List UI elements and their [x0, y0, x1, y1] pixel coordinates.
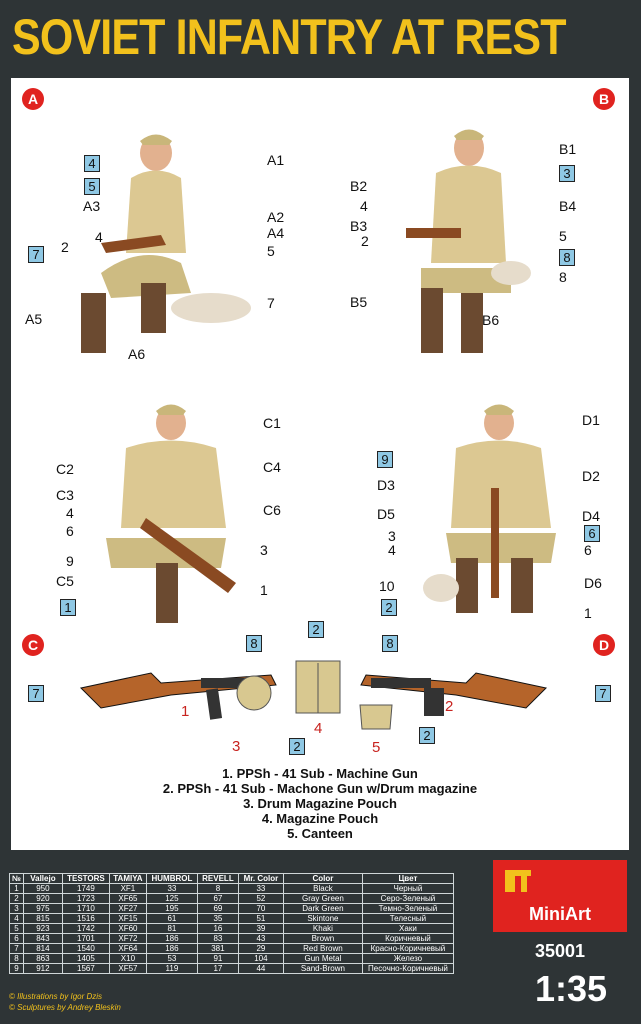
table-cell: 381: [197, 944, 238, 954]
column-header: REVELL: [197, 874, 238, 884]
table-cell: 29: [238, 944, 283, 954]
table-cell: Красно-Коричневый: [362, 944, 453, 954]
table-cell: 61: [146, 914, 197, 924]
callout-label: 10: [379, 578, 395, 594]
table-cell: Black: [283, 884, 362, 894]
part-number: 3: [232, 738, 241, 755]
table-cell: 51: [238, 914, 283, 924]
table-cell: 3: [10, 904, 24, 914]
figure-c-illustration: [96, 398, 256, 638]
callout-label: 3: [388, 528, 396, 544]
table-cell: 186: [146, 934, 197, 944]
table-cell: 912: [23, 964, 62, 974]
callout-label: A1: [267, 152, 285, 168]
figure-d-illustration: [411, 398, 571, 628]
table-cell: 83: [197, 934, 238, 944]
table-cell: 2: [10, 894, 24, 904]
table-cell: 814: [23, 944, 62, 954]
callout-label: 2: [361, 233, 369, 249]
figure-a-illustration: [41, 123, 271, 363]
table-cell: X10: [109, 954, 146, 964]
part-number: 5: [372, 739, 381, 756]
table-cell: Red Brown: [283, 944, 362, 954]
callout-label: D6: [584, 575, 602, 591]
table-cell: 119: [146, 964, 197, 974]
table-cell: 843: [23, 934, 62, 944]
callout-label: 5: [267, 243, 275, 259]
column-header: HUMBROL: [146, 874, 197, 884]
column-header: Color: [283, 874, 362, 884]
legend-item: 3. Drum Magazine Pouch: [243, 796, 397, 811]
table-cell: XF15: [109, 914, 146, 924]
table-cell: 1723: [62, 894, 109, 904]
table-cell: 7: [10, 944, 24, 954]
table-cell: 39: [238, 924, 283, 934]
paint-color-table: [9, 873, 454, 974]
callout-label: 9: [66, 553, 74, 569]
callout-label: B1: [559, 141, 577, 157]
table-cell: XF65: [109, 894, 146, 904]
table-cell: 195: [146, 904, 197, 914]
callout-label: 6: [66, 523, 74, 539]
table-cell: Skintone: [283, 914, 362, 924]
callout-label: 2: [61, 239, 69, 255]
column-header: №: [10, 874, 24, 884]
product-code: 35001: [535, 941, 586, 961]
callout-label: C6: [263, 502, 281, 518]
callout-label: B4: [559, 198, 577, 214]
callout-label: A2: [267, 209, 285, 225]
table-cell: 1: [10, 884, 24, 894]
callout-label: 4: [95, 229, 103, 245]
table-cell: 1540: [62, 944, 109, 954]
table-cell: 1405: [62, 954, 109, 964]
callout-box: 7: [28, 246, 44, 263]
table-cell: 104: [238, 954, 283, 964]
table-cell: 33: [146, 884, 197, 894]
table-cell: 70: [238, 904, 283, 914]
callout-box: 1: [60, 599, 76, 616]
table-row: [10, 954, 454, 964]
callout-box: 4: [84, 155, 100, 172]
table-cell: Темно-Зеленый: [362, 904, 453, 914]
table-cell: Khaki: [283, 924, 362, 934]
callout-label: 3: [260, 542, 268, 558]
figure-b-marker: B: [593, 88, 615, 110]
column-header: Vallejo: [23, 874, 62, 884]
sculpture-credit: © Sculptures by Andrey Bleskin: [9, 1003, 121, 1012]
table-cell: 6: [10, 934, 24, 944]
callout-label: 1: [584, 605, 592, 621]
table-cell: Телесный: [362, 914, 453, 924]
legend-item: 5. Canteen: [287, 826, 353, 841]
callout-box: 2: [308, 621, 324, 638]
table-cell: Gray Green: [283, 894, 362, 904]
table-cell: 1516: [62, 914, 109, 924]
table-cell: Черный: [362, 884, 453, 894]
table-cell: 67: [197, 894, 238, 904]
part-number: 4: [314, 720, 323, 737]
table-cell: 69: [197, 904, 238, 914]
column-header: Цвет: [362, 874, 453, 884]
table-row: [10, 904, 454, 914]
table-cell: 975: [23, 904, 62, 914]
callout-box: 3: [559, 165, 575, 182]
table-cell: Песочно-Коричневый: [362, 964, 453, 974]
legend-item: 2. PPSh - 41 Sub - Machone Gun w/Drum magazine: [162, 781, 478, 796]
brand-name: MiniArt: [529, 904, 591, 924]
table-cell: 52: [238, 894, 283, 904]
table-cell: 91: [197, 954, 238, 964]
table-cell: 1567: [62, 964, 109, 974]
table-cell: 17: [197, 964, 238, 974]
callout-label: A3: [83, 198, 101, 214]
table-cell: Sand-Brown: [283, 964, 362, 974]
legend-item: 4. Magazine Pouch: [261, 811, 379, 826]
callout-box: 2: [419, 727, 435, 744]
miniart-logo-mark: [493, 860, 627, 908]
callout-box: 9: [377, 451, 393, 468]
callout-box: 8: [246, 635, 262, 652]
miniart-logo: [493, 860, 627, 932]
table-cell: 44: [238, 964, 283, 974]
table-cell: 53: [146, 954, 197, 964]
table-header-row: [10, 874, 454, 884]
table-row: [10, 924, 454, 934]
page-title: SOVIET INFANTRY AT REST: [12, 9, 566, 65]
table-row: [10, 894, 454, 904]
table-row: [10, 884, 454, 894]
callout-label: 1: [260, 582, 268, 598]
callout-label: B2: [350, 178, 368, 194]
model-scale: 1:35: [535, 968, 608, 1009]
part-number: 1: [181, 703, 190, 720]
table-cell: 4: [10, 914, 24, 924]
table-cell: Dark Green: [283, 904, 362, 914]
callout-label: 6: [584, 542, 592, 558]
column-header: TAMIYA: [109, 874, 146, 884]
callout-box: 6: [584, 525, 600, 542]
table-cell: 950: [23, 884, 62, 894]
table-cell: XF27: [109, 904, 146, 914]
table-cell: Коричневый: [362, 934, 453, 944]
table-cell: 33: [238, 884, 283, 894]
table-cell: 186: [146, 944, 197, 954]
callout-box: 5: [84, 178, 100, 195]
table-cell: Серо-Зеленый: [362, 894, 453, 904]
table-row: [10, 934, 454, 944]
part-number: 2: [445, 698, 454, 715]
callout-label: A4: [267, 225, 285, 241]
table-cell: 923: [23, 924, 62, 934]
table-cell: Brown: [283, 934, 362, 944]
callout-label: 7: [267, 295, 275, 311]
table-cell: 815: [23, 914, 62, 924]
table-cell: Железо: [362, 954, 453, 964]
table-cell: 8: [197, 884, 238, 894]
callout-label: 4: [388, 542, 396, 558]
column-header: Mr. Color: [238, 874, 283, 884]
table-cell: 863: [23, 954, 62, 964]
column-header: TESTORS: [62, 874, 109, 884]
callout-label: A5: [25, 311, 43, 327]
callout-label: B3: [350, 218, 368, 234]
figure-a-marker: A: [22, 88, 44, 110]
callout-box: 8: [382, 635, 398, 652]
table-cell: 43: [238, 934, 283, 944]
callout-label: C2: [56, 461, 74, 477]
figure-d-marker: D: [593, 634, 615, 656]
callout-box: 7: [595, 685, 611, 702]
callout-label: D2: [582, 468, 600, 484]
table-cell: Хаки: [362, 924, 453, 934]
table-cell: 920: [23, 894, 62, 904]
table-row: [10, 964, 454, 974]
callout-label: 8: [559, 269, 567, 285]
table-cell: 125: [146, 894, 197, 904]
legend-item: 1. PPSh - 41 Sub - Machine Gun: [222, 766, 418, 781]
callout-label: A6: [128, 346, 146, 362]
canteen-drawing: [356, 695, 396, 735]
callout-label: C4: [263, 459, 281, 475]
callout-box: 2: [289, 738, 305, 755]
callout-label: 4: [360, 198, 368, 214]
callout-label: D1: [582, 412, 600, 428]
table-cell: 35: [197, 914, 238, 924]
table-cell: 8: [10, 954, 24, 964]
table-cell: XF1: [109, 884, 146, 894]
callout-label: C1: [263, 415, 281, 431]
table-cell: Gun Metal: [283, 954, 362, 964]
instruction-panel: [11, 78, 629, 850]
callout-label: D5: [377, 506, 395, 522]
callout-box: 7: [28, 685, 44, 702]
callout-label: D3: [377, 477, 395, 493]
table-cell: 9: [10, 964, 24, 974]
callout-box: 2: [381, 599, 397, 616]
callout-label: 5: [559, 228, 567, 244]
table-cell: 81: [146, 924, 197, 934]
callout-label: C3: [56, 487, 74, 503]
callout-box: 8: [559, 249, 575, 266]
callout-label: B6: [482, 312, 500, 328]
magazine-pouch-drawing: [293, 658, 343, 718]
callout-label: C5: [56, 573, 74, 589]
table-cell: XF60: [109, 924, 146, 934]
table-cell: 1710: [62, 904, 109, 914]
illustration-credit: © Illustrations by Igor Dzis: [9, 992, 103, 1001]
figure-b-illustration: [391, 118, 551, 363]
table-cell: XF64: [109, 944, 146, 954]
figure-c-marker: C: [22, 634, 44, 656]
table-cell: 5: [10, 924, 24, 934]
callout-label: 4: [66, 505, 74, 521]
table-cell: XF57: [109, 964, 146, 974]
drum-pouch-drawing: [234, 663, 274, 713]
table-row: [10, 944, 454, 954]
table-cell: 1749: [62, 884, 109, 894]
table-cell: XF72: [109, 934, 146, 944]
table-row: [10, 914, 454, 924]
callout-label: B5: [350, 294, 368, 310]
table-cell: 1701: [62, 934, 109, 944]
callout-label: D4: [582, 508, 600, 524]
table-cell: 1742: [62, 924, 109, 934]
table-cell: 16: [197, 924, 238, 934]
